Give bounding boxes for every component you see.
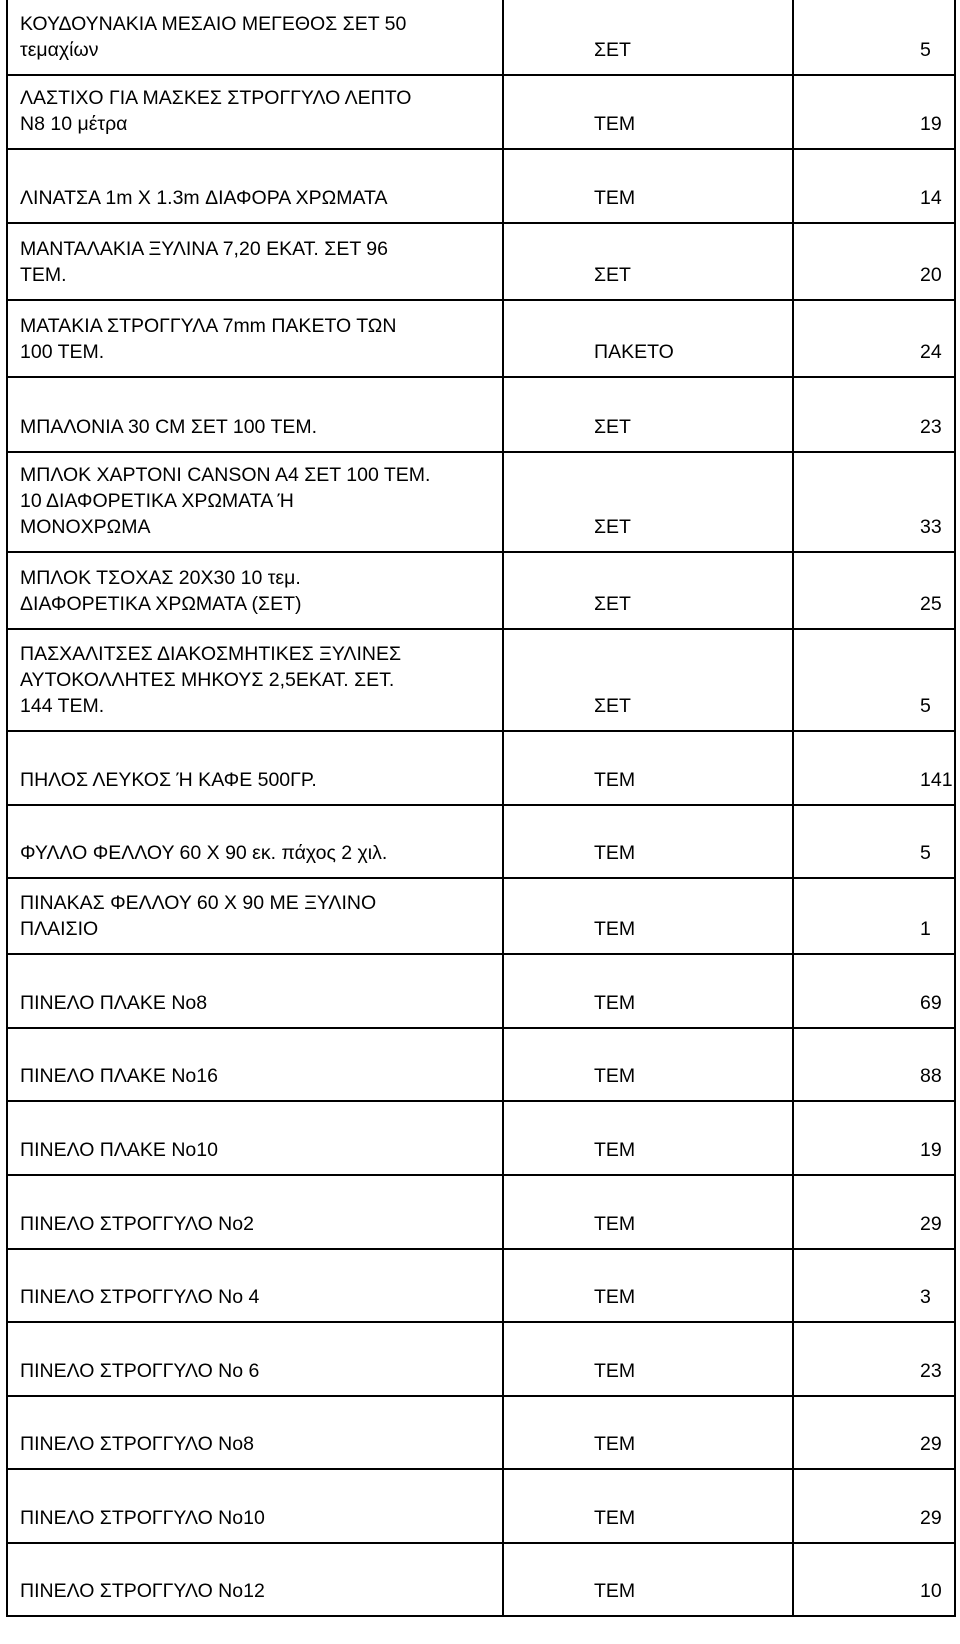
table-row [7,629,955,731]
item-unit: ΠΑΚΕΤΟ [503,300,793,377]
table-row [7,300,955,377]
table-row [7,954,955,1028]
item-description: ΠΙΝΕΛΟ ΣΤΡΟΓΓΥΛΟ Νο 6 [7,1322,503,1396]
table-row [7,149,955,223]
items-table [6,0,956,1617]
table-row [7,1101,955,1175]
item-description: ΠΙΝΕΛΟ ΣΤΡΟΓΓΥΛΟ Νο12 [7,1543,503,1616]
item-unit: ΤΕΜ [503,1101,793,1175]
table-row [7,452,955,552]
item-description: ΠΑΣΧΑΛΙΤΣΕΣ ΔΙΑΚΟΣΜΗΤΙΚΕΣ ΞΥΛΙΝΕΣ ΑΥΤΟΚΟΛΛΗΤΕΣ ΜΗΚΟΥΣ 2,5ΕΚΑΤ. ΣΕΤ. 144 ΤΕΜ. [7,629,503,731]
item-description: ΠΙΝΕΛΟ ΣΤΡΟΓΓΥΛΟ Νο2 [7,1175,503,1249]
item-unit: ΣΕΤ [503,629,793,731]
table-row [7,1543,955,1616]
item-unit: ΣΕΤ [503,452,793,552]
table-row [7,552,955,629]
item-description: ΜΑΤΑΚΙΑ ΣΤΡΟΓΓΥΛΑ 7mm ΠΑΚΕΤΟ ΤΩΝ 100 ΤΕΜ. [7,300,503,377]
item-unit: ΣΕΤ [503,552,793,629]
item-description: ΠΙΝΕΛΟ ΠΛΑΚΕ Νο10 [7,1101,503,1175]
item-unit: ΤΕΜ [503,954,793,1028]
item-quantity: 1 [793,878,955,954]
item-quantity: 29 [793,1396,955,1469]
table-row [7,1469,955,1543]
item-description: ΦΥΛΛΟ ΦΕΛΛΟΥ 60 Χ 90 εκ. πάχος 2 χιλ. [7,805,503,878]
item-quantity: 19 [793,75,955,149]
item-quantity: 14 [793,149,955,223]
table-row [7,731,955,805]
item-description: ΠΙΝΕΛΟ ΠΛΑΚΕ Νο8 [7,954,503,1028]
item-quantity: 5 [793,805,955,878]
item-description: ΠΙΝΕΛΟ ΣΤΡΟΓΓΥΛΟ Νο8 [7,1396,503,1469]
item-quantity: 33 [793,452,955,552]
item-unit: ΣΕΤ [503,0,793,75]
item-quantity: 24 [793,300,955,377]
table-row [7,377,955,452]
item-unit: ΤΕΜ [503,1469,793,1543]
item-description: ΠΙΝΕΛΟ ΣΤΡΟΓΓΥΛΟ Νο 4 [7,1249,503,1322]
item-unit: ΤΕΜ [503,878,793,954]
item-description: ΠΙΝΕΛΟ ΣΤΡΟΓΓΥΛΟ Νο10 [7,1469,503,1543]
item-unit: ΤΕΜ [503,805,793,878]
item-quantity: 10 [793,1543,955,1616]
item-unit: ΤΕΜ [503,1175,793,1249]
item-quantity: 25 [793,552,955,629]
table-row [7,223,955,300]
item-quantity: 141 [793,731,955,805]
item-description: ΚΟΥΔΟΥΝΑΚΙΑ ΜΕΣΑΙΟ ΜΕΓΕΘΟΣ ΣΕΤ 50 τεμαχίων [7,0,503,75]
item-description: ΜΠΛΟΚ ΧΑΡΤΟΝΙ CANSON A4 ΣΕΤ 100 ΤΕΜ. 10 ΔΙΑΦΟΡΕΤΙΚΑ ΧΡΩΜΑΤΑ Ή ΜΟΝΟΧΡΩΜΑ [7,452,503,552]
table-row [7,878,955,954]
table-row [7,1249,955,1322]
item-description: ΜΠΑΛΟΝΙΑ 30 CM ΣΕΤ 100 ΤΕΜ. [7,377,503,452]
item-description: ΠΗΛΟΣ ΛΕΥΚΟΣ Ή ΚΑΦΕ 500ΓΡ. [7,731,503,805]
item-unit: ΣΕΤ [503,377,793,452]
item-description: ΜΠΛΟΚ ΤΣΟΧΑΣ 20Χ30 10 τεμ. ΔΙΑΦΟΡΕΤΙΚΑ ΧΡΩΜΑΤΑ (ΣΕΤ) [7,552,503,629]
table-row [7,0,955,75]
item-quantity: 23 [793,377,955,452]
item-quantity: 5 [793,0,955,75]
item-quantity: 88 [793,1028,955,1101]
item-quantity: 20 [793,223,955,300]
item-quantity: 29 [793,1175,955,1249]
items-table-body [7,0,955,1616]
item-unit: ΤΕΜ [503,1028,793,1101]
table-row [7,1322,955,1396]
table-row [7,1028,955,1101]
item-unit: ΤΕΜ [503,149,793,223]
item-quantity: 69 [793,954,955,1028]
item-quantity: 3 [793,1249,955,1322]
item-description: ΠΙΝΑΚΑΣ ΦΕΛΛΟΥ 60 Χ 90 ΜΕ ΞΥΛΙΝΟ ΠΛΑΙΣΙΟ [7,878,503,954]
item-description: ΛΙΝΑΤΣΑ 1m X 1.3m ΔΙΑΦΟΡΑ ΧΡΩΜΑΤΑ [7,149,503,223]
item-quantity: 23 [793,1322,955,1396]
table-row [7,805,955,878]
item-unit: ΤΕΜ [503,1396,793,1469]
item-unit: ΤΕΜ [503,75,793,149]
table-row [7,1175,955,1249]
table-row [7,1396,955,1469]
item-unit: ΣΕΤ [503,223,793,300]
item-description: ΛΑΣΤΙΧΟ ΓΙΑ ΜΑΣΚΕΣ ΣΤΡΟΓΓΥΛΟ ΛΕΠΤΟ Ν8 10 μέτρα [7,75,503,149]
item-unit: ΤΕΜ [503,1322,793,1396]
item-unit: ΤΕΜ [503,1249,793,1322]
item-unit: ΤΕΜ [503,1543,793,1616]
item-quantity: 19 [793,1101,955,1175]
item-quantity: 29 [793,1469,955,1543]
item-quantity: 5 [793,629,955,731]
item-description: ΜΑΝΤΑΛΑΚΙΑ ΞΥΛΙΝΑ 7,20 ΕΚΑΤ. ΣΕΤ 96 ΤΕΜ. [7,223,503,300]
item-description: ΠΙΝΕΛΟ ΠΛΑΚΕ Νο16 [7,1028,503,1101]
item-unit: ΤΕΜ [503,731,793,805]
table-row [7,75,955,149]
